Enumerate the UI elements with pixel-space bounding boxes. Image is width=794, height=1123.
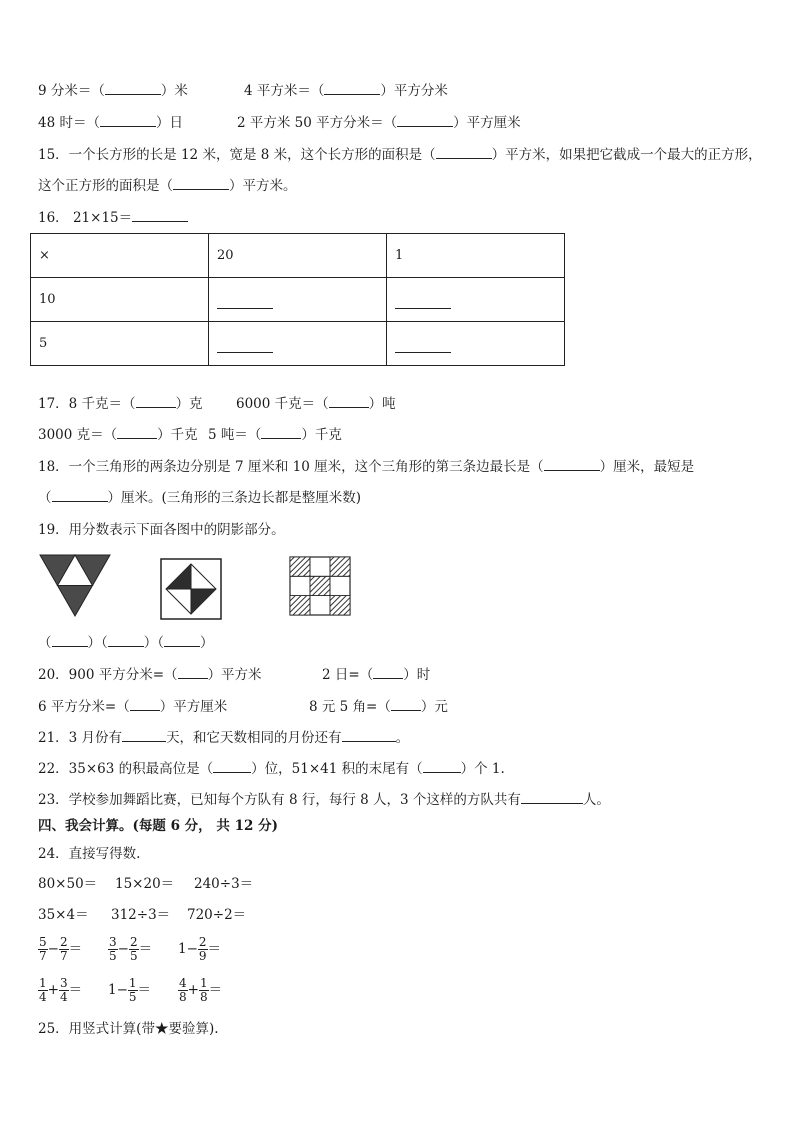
table-cell	[209, 278, 387, 322]
q15-line1: 15．一个长方形的长是 12 米，宽是 8 米，这个长方形的面积是（ ）平方米，如果把它截成一个最大的正方形，	[38, 147, 762, 163]
answer-blank[interactable]	[324, 82, 380, 95]
q20-a: 20．900 平方分米=（ ）平方米	[38, 667, 262, 683]
multiplication-table	[30, 233, 565, 366]
q24-row3-c: 1− $\frac{2}{9}$ ＝	[178, 935, 222, 963]
q19-text: 19．用分数表示下面各图中的阴影部分。	[38, 522, 285, 538]
answer-blank[interactable]	[178, 666, 208, 679]
square-diamond-figure	[160, 558, 222, 620]
table-row	[31, 278, 565, 322]
answer-blank[interactable]	[100, 114, 156, 127]
q25: 25．用竖式计算(带★要验算).	[38, 1021, 219, 1037]
q24-row4-b: 1− $\frac{1}{5}$ ＝	[108, 976, 152, 1004]
table-cell: 1	[387, 234, 565, 278]
table-cell: 10	[31, 278, 209, 322]
answer-blank[interactable]	[395, 340, 451, 353]
table-cell	[387, 322, 565, 366]
q24-row3-b: $\frac{3}{5}$ − $\frac{2}{5}$ ＝	[109, 935, 153, 963]
q15-line2: 这个正方形的面积是（ ）平方米。	[38, 178, 297, 194]
answer-blank[interactable]	[136, 395, 176, 408]
q20-c: 6 平方分米=（ ）平方厘米	[38, 699, 228, 715]
table-cell: 20	[209, 234, 387, 278]
answer-blank[interactable]	[122, 729, 166, 742]
answer-blank[interactable]	[395, 296, 451, 309]
q14-row2-left: 48 时＝（ ）日	[38, 115, 183, 131]
q24-row1-a: 80×50＝	[38, 876, 98, 892]
q18-line1: 18．一个三角形的两条边分别是 7 厘米和 10 厘米，这个三角形的第三条边最长是（ ）厘米，最短是	[38, 459, 695, 475]
answer-blank[interactable]	[342, 729, 396, 742]
q19-answers: （ ）（ ）（ ）	[38, 635, 214, 651]
q17-a: 17．8 千克＝（ ）克	[38, 396, 203, 412]
q20-d: 8 元 5 角=（ ）元	[309, 699, 448, 715]
q24-row1-b: 15×20＝	[115, 876, 175, 892]
q24-row4-c: $\frac{4}{8}$ + $\frac{1}{8}$ ＝	[179, 976, 223, 1004]
q22: 22．35×63 的积最高位是（ ）位，51×41 积的末尾有（ ）个 1.	[38, 761, 505, 777]
answer-blank[interactable]	[373, 666, 403, 679]
answer-blank[interactable]	[436, 146, 492, 159]
q24-row2-c: 720÷2＝	[187, 907, 247, 923]
table-row	[31, 322, 565, 366]
answer-blank[interactable]	[521, 791, 583, 804]
answer-blank[interactable]	[544, 458, 600, 471]
q24-row1-c: 240÷3＝	[194, 876, 254, 892]
table-row	[31, 234, 565, 278]
answer-blank[interactable]	[164, 634, 200, 647]
q24-row2-b: 312÷3＝	[111, 907, 171, 923]
answer-blank[interactable]	[261, 426, 301, 439]
table-cell: ×	[31, 234, 209, 278]
answer-blank[interactable]	[217, 296, 273, 309]
q21: 21．3 月份有 天，和它天数相同的月份还有 。	[38, 730, 410, 746]
answer-blank[interactable]	[213, 760, 251, 773]
answer-blank[interactable]	[108, 634, 144, 647]
q18-line2: （ ）厘米。(三角形的三条边长都是整厘米数)	[38, 490, 362, 506]
answer-blank[interactable]	[423, 760, 461, 773]
answer-blank[interactable]	[391, 698, 421, 711]
section-heading: 四、我会计算。(每题 6 分， 共 12 分)	[38, 818, 278, 834]
q14-row1-left: 9 分米＝（ ）米	[38, 83, 188, 99]
q24-row2-a: 35×4＝	[38, 907, 89, 923]
q24-row3-a: $\frac{5}{7}$ − $\frac{2}{7}$ ＝	[39, 935, 83, 963]
q17-d: 5 吨＝（ ）千克	[208, 427, 342, 443]
answer-blank[interactable]	[117, 426, 157, 439]
triangle-figure	[38, 553, 112, 619]
q16-label: 16． 21×15＝	[38, 209, 188, 227]
table-cell	[387, 278, 565, 322]
q14-row1-right: 4 平方米＝（ ）平方分米	[244, 83, 448, 99]
table-cell: 5	[31, 322, 209, 366]
q14-row2-right: 2 平方米 50 平方分米＝（ ）平方厘米	[237, 115, 521, 131]
answer-blank[interactable]	[105, 82, 161, 95]
answer-blank[interactable]	[130, 698, 160, 711]
answer-blank[interactable]	[52, 634, 88, 647]
table-cell	[209, 322, 387, 366]
q24-row4-a: $\frac{1}{4}$ + $\frac{3}{4}$ ＝	[39, 976, 83, 1004]
q17-b: 6000 千克＝（ ）吨	[236, 396, 396, 412]
q24-title: 24．直接写得数.	[38, 846, 141, 862]
answer-blank[interactable]	[397, 114, 453, 127]
q23: 23．学校参加舞蹈比赛，已知每个方队有 8 行，每行 8 人，3 个这样的方队共有 人。	[38, 792, 610, 808]
answer-blank[interactable]	[217, 340, 273, 353]
q17-c: 3000 克＝（ ）千克	[38, 427, 198, 443]
answer-blank[interactable]	[329, 395, 369, 408]
answer-blank[interactable]	[132, 209, 188, 222]
answer-blank[interactable]	[52, 489, 108, 502]
q20-b: 2 日=（ ）时	[322, 667, 431, 683]
answer-blank[interactable]	[173, 177, 229, 190]
hatched-grid-figure	[289, 556, 351, 616]
